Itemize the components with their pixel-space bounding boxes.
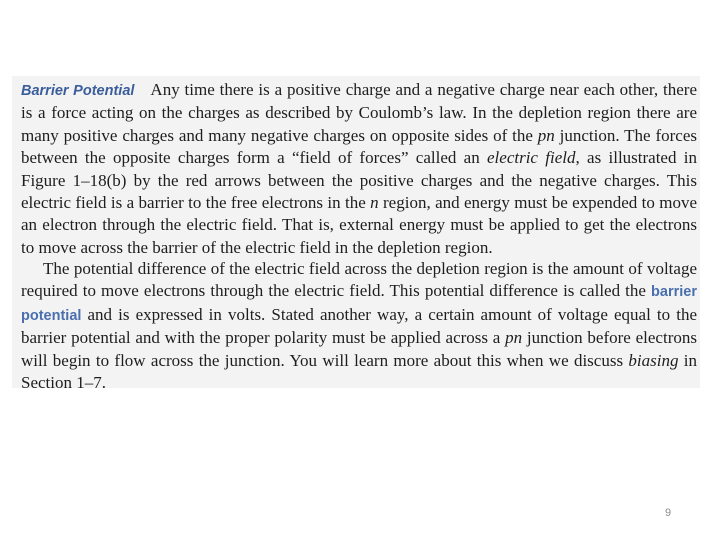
paragraph-text: junction. The forces between the opposite charges form a “field of forces” called an [21,125,697,168]
term-biasing: biasing [628,350,679,370]
paragraph-text: The potential difference of the electric field across the depletion region is the amount of voltage required to move electrons through the electric field. This potential difference is called the [21,259,697,301]
page-number: 9 [665,507,672,519]
paragraph-text: region, and energy must be expended to move an electron through the electric field. That is, external energy must be applied to get the electrons to move across the barrier of the electric field in the depletion region. [21,193,698,257]
term-pn: pn [537,125,555,145]
paragraph-coulomb [21,79,697,259]
term-electric-field: electric field [487,148,576,168]
term-n: n [370,193,379,213]
paragraph-text: in Section 1–7. [21,350,697,393]
term-barrier-potential: barrier potential [21,284,697,324]
paragraph-text: Any time there is a positive charge and a negative charge near each other, there is a force acting on the charges as described by Coulomb’s law. In the depletion region there are many positive charges and many negative charges on opposite sides of the [21,80,697,145]
section-heading: Barrier Potential [21,83,135,99]
paragraph-text: junction before electrons will begin to flow across the junction. You will learn more about this when we discuss [21,328,697,370]
paragraph-text: and is expressed in volts. Stated another way, a certain amount of voltage equal to the barrier potential and with the proper polarity must be applied across a [21,304,697,348]
term-pn: pn [505,328,523,348]
paragraph-text: , as illustrated in Figure 1–18(b) by the red arrows between the positive charges and the negative charges. This electric field is a barrier to the free electrons in the [21,148,697,213]
paragraph-potential-difference [21,258,697,394]
textbook-excerpt [12,76,700,393]
